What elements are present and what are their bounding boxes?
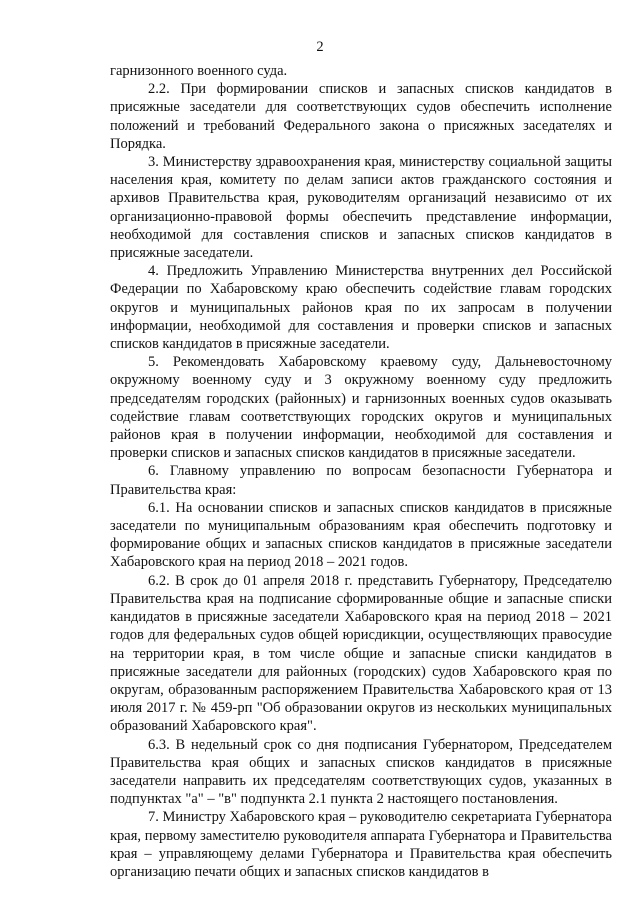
paragraph-6: 6. Главному управлению по вопросам безопасности Губернатора и Правительства края: [110, 463, 612, 498]
paragraph-4: 4. Предложить Управлению Министерства внутренних дел Российской Федерации по Хабаровскому краю обеспечить содействие главам городских округов и муниципальных районов края по их запросам в получении информации, необходимой для составления и проверки списков и запасных списков кандидатов в присяжные заседатели. [110, 263, 612, 353]
paragraph-3: 3. Министерству здравоохранения края, министерству социальной защиты населения края, комитету по делам записи актов гражданского состояния и архивов Правительства края, руководителям организаций независимо от их организационно-правовой формы обеспечить представление информации, необходимой для составления списков и запасных списков кандидатов в присяжные заседатели. [110, 154, 612, 262]
paragraph-7: 7. Министру Хабаровского края – руководителю секретариата Губернатора края, первому заместителю руководителя аппарата Губернатора и Правительства края – управляющему делами Губернатора и Правительства края обеспечить организацию печати общих и запасных списков кандидатов в [110, 809, 612, 880]
paragraph-6-1: 6.1. На основании списков и запасных списков кандидатов в присяжные заседатели по муниципальным образованиям края обеспечить подготовку и формирование общих и запасных списков кандидатов в присяжные заседатели Хабаровского края на период 2018 – 2021 годов. [110, 499, 612, 571]
page-number: 2 [316, 39, 324, 55]
paragraph-continuation: гарнизонного военного суда. [110, 63, 288, 79]
paragraph-5: 5. Рекомендовать Хабаровскому краевому суду, Дальневосточному окружному военному суду и 3 окружному военному суду предложить председателям городских (районных) и гарнизонных военных судов оказывать содействие главам соответствующих городских округов и муниципальных районов края в получении информации, необходимой для составления и проверки списков и запасных списков кандидатов в присяжные заседатели. [110, 354, 612, 462]
paragraph-6-3: 6.3. В недельный срок со дня подписания Губернатором, Председателем Правительства края общих и запасных списков кандидатов в присяжные заседатели направить их председателям соответствующих судов, указанных в подпунктах "а" – "в" подпункта 2.1 пункта 2 настоящего постановления. [110, 736, 612, 808]
paragraph-2-2: 2.2. При формировании списков и запасных списков кандидатов в присяжные заседатели для соответствующих судов обеспечить исполнение положений и требований Федерального закона о присяжных заседателях и Порядка. [110, 81, 612, 152]
paragraph-6-2: 6.2. В срок до 01 апреля 2018 г. представить Губернатору, Председателю Правительства края на подписание сформированные общие и запасные списки кандидатов в присяжные заседатели Хабаровского края на период 2018 – 2021 годов для федеральных судов общей юрисдикции, осуществляющих правосудие на территории края, в том числе общие и запасные списки кандидатов в присяжные заседатели для районных (городских) судов Хабаровского края по округам, образованным распоряжением Правительства Хабаровского края от 13 июля 2017 г. № 459-рп "Об образовании округов из нескольких муниципальных образований Хабаровского края". [110, 572, 612, 735]
document-body [110, 62, 612, 881]
